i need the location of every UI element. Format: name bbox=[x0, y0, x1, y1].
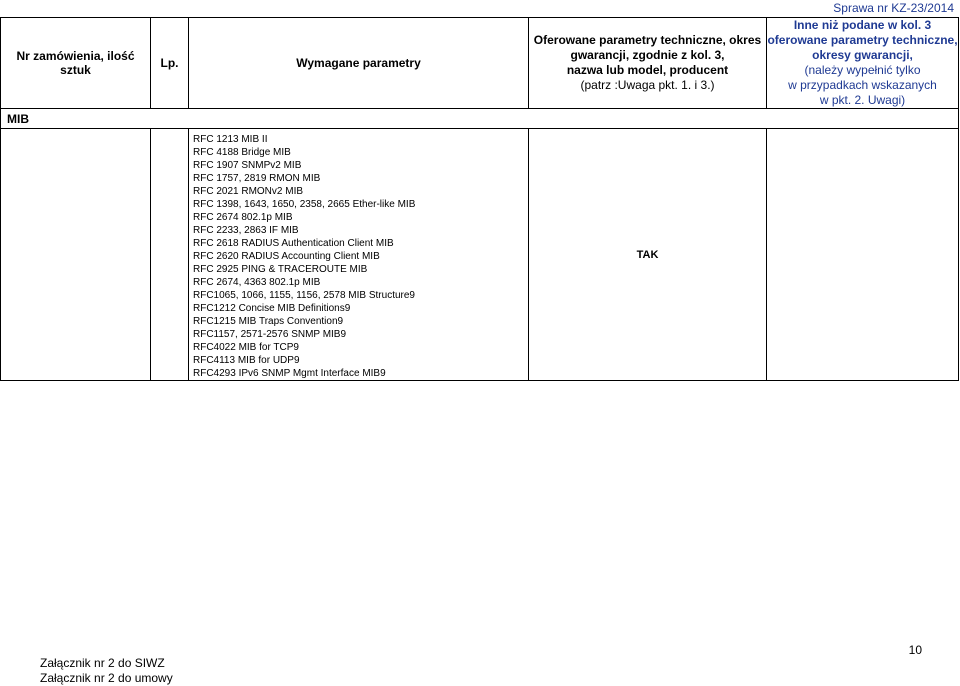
rfc-list bbox=[189, 129, 529, 381]
list-item: RFC1215 MIB Traps Convention9 bbox=[193, 316, 344, 327]
parameters-table bbox=[0, 17, 959, 381]
list-item: RFC1157, 2571-2576 SNMP MIB9 bbox=[193, 329, 347, 340]
header-lp: Lp. bbox=[151, 18, 189, 109]
footer bbox=[40, 656, 173, 686]
list-item: RFC 2618 RADIUS Authentication Client MIB bbox=[193, 238, 394, 249]
list-item: RFC 2674 802.1p MIB bbox=[193, 212, 293, 223]
list-item: RFC 2021 RMONv2 MIB bbox=[193, 186, 304, 197]
section-label-mib: MIB bbox=[1, 109, 959, 129]
header-other-line3: okresy gwarancji, bbox=[812, 48, 913, 62]
header-order-quantity: Nr zamówienia, ilość sztuk bbox=[1, 18, 151, 109]
list-item: RFC 1398, 1643, 1650, 2358, 2665 Ether-like MIB bbox=[193, 199, 416, 210]
list-item: RFC 1907 SNMPv2 MIB bbox=[193, 160, 302, 171]
list-item: RFC4293 IPv6 SNMP Mgmt Interface MIB9 bbox=[193, 368, 386, 379]
offered-value-cell[interactable]: TAK bbox=[529, 129, 767, 381]
header-offered-line1: Oferowane parametry techniczne, okres bbox=[533, 33, 762, 47]
section-row bbox=[1, 109, 959, 129]
table-row bbox=[1, 129, 959, 381]
header-other-line5: w przypadkach wskazanych bbox=[788, 78, 937, 92]
header-offered-line4: (patrz :Uwaga pkt. 1. i 3.) bbox=[580, 78, 715, 92]
header-required-parameters: Wymagane parametry bbox=[189, 18, 529, 109]
header-other-line6: w pkt. 2. Uwagi) bbox=[819, 93, 906, 107]
list-item: RFC4022 MIB for TCP9 bbox=[193, 342, 299, 353]
header-other-parameters bbox=[767, 18, 959, 109]
table-header-row bbox=[1, 18, 959, 109]
order-cell bbox=[1, 129, 151, 381]
header-other-line1: Inne niż podane w kol. 3 bbox=[793, 18, 932, 32]
header-offered-parameters bbox=[529, 18, 767, 109]
list-item: RFC4113 MIB for UDP9 bbox=[193, 355, 300, 366]
header-other-line2: oferowane parametry techniczne, bbox=[767, 33, 958, 47]
list-item: RFC 1757, 2819 RMON MIB bbox=[193, 173, 321, 184]
list-item: RFC 2674, 4363 802.1p MIB bbox=[193, 277, 321, 288]
list-item: RFC 1213 MIB II bbox=[193, 134, 268, 145]
list-item: RFC1212 Concise MIB Definitions9 bbox=[193, 303, 351, 314]
header-other-line4: (należy wypełnić tylko bbox=[804, 63, 921, 77]
other-value-cell[interactable] bbox=[767, 129, 959, 381]
list-item: RFC 2925 PING & TRACEROUTE MIB bbox=[193, 264, 368, 275]
header-offered-line3: nazwa lub model, producent bbox=[566, 63, 729, 77]
list-item: RFC 2620 RADIUS Accounting Client MIB bbox=[193, 251, 380, 262]
list-item: RFC 2233, 2863 IF MIB bbox=[193, 225, 299, 236]
document-reference: Sprawa nr KZ-23/2014 bbox=[833, 1, 954, 15]
list-item: RFC1065, 1066, 1155, 1156, 2578 MIB Structure9 bbox=[193, 290, 415, 301]
page-number: 10 bbox=[908, 643, 922, 657]
footer-line1: Załącznik nr 2 do SIWZ bbox=[40, 656, 165, 670]
header-offered-line2: gwarancji, zgodnie z kol. 3, bbox=[570, 48, 725, 62]
lp-cell bbox=[151, 129, 189, 381]
footer-line2: Załącznik nr 2 do umowy bbox=[40, 671, 173, 685]
list-item: RFC 4188 Bridge MIB bbox=[193, 147, 291, 158]
